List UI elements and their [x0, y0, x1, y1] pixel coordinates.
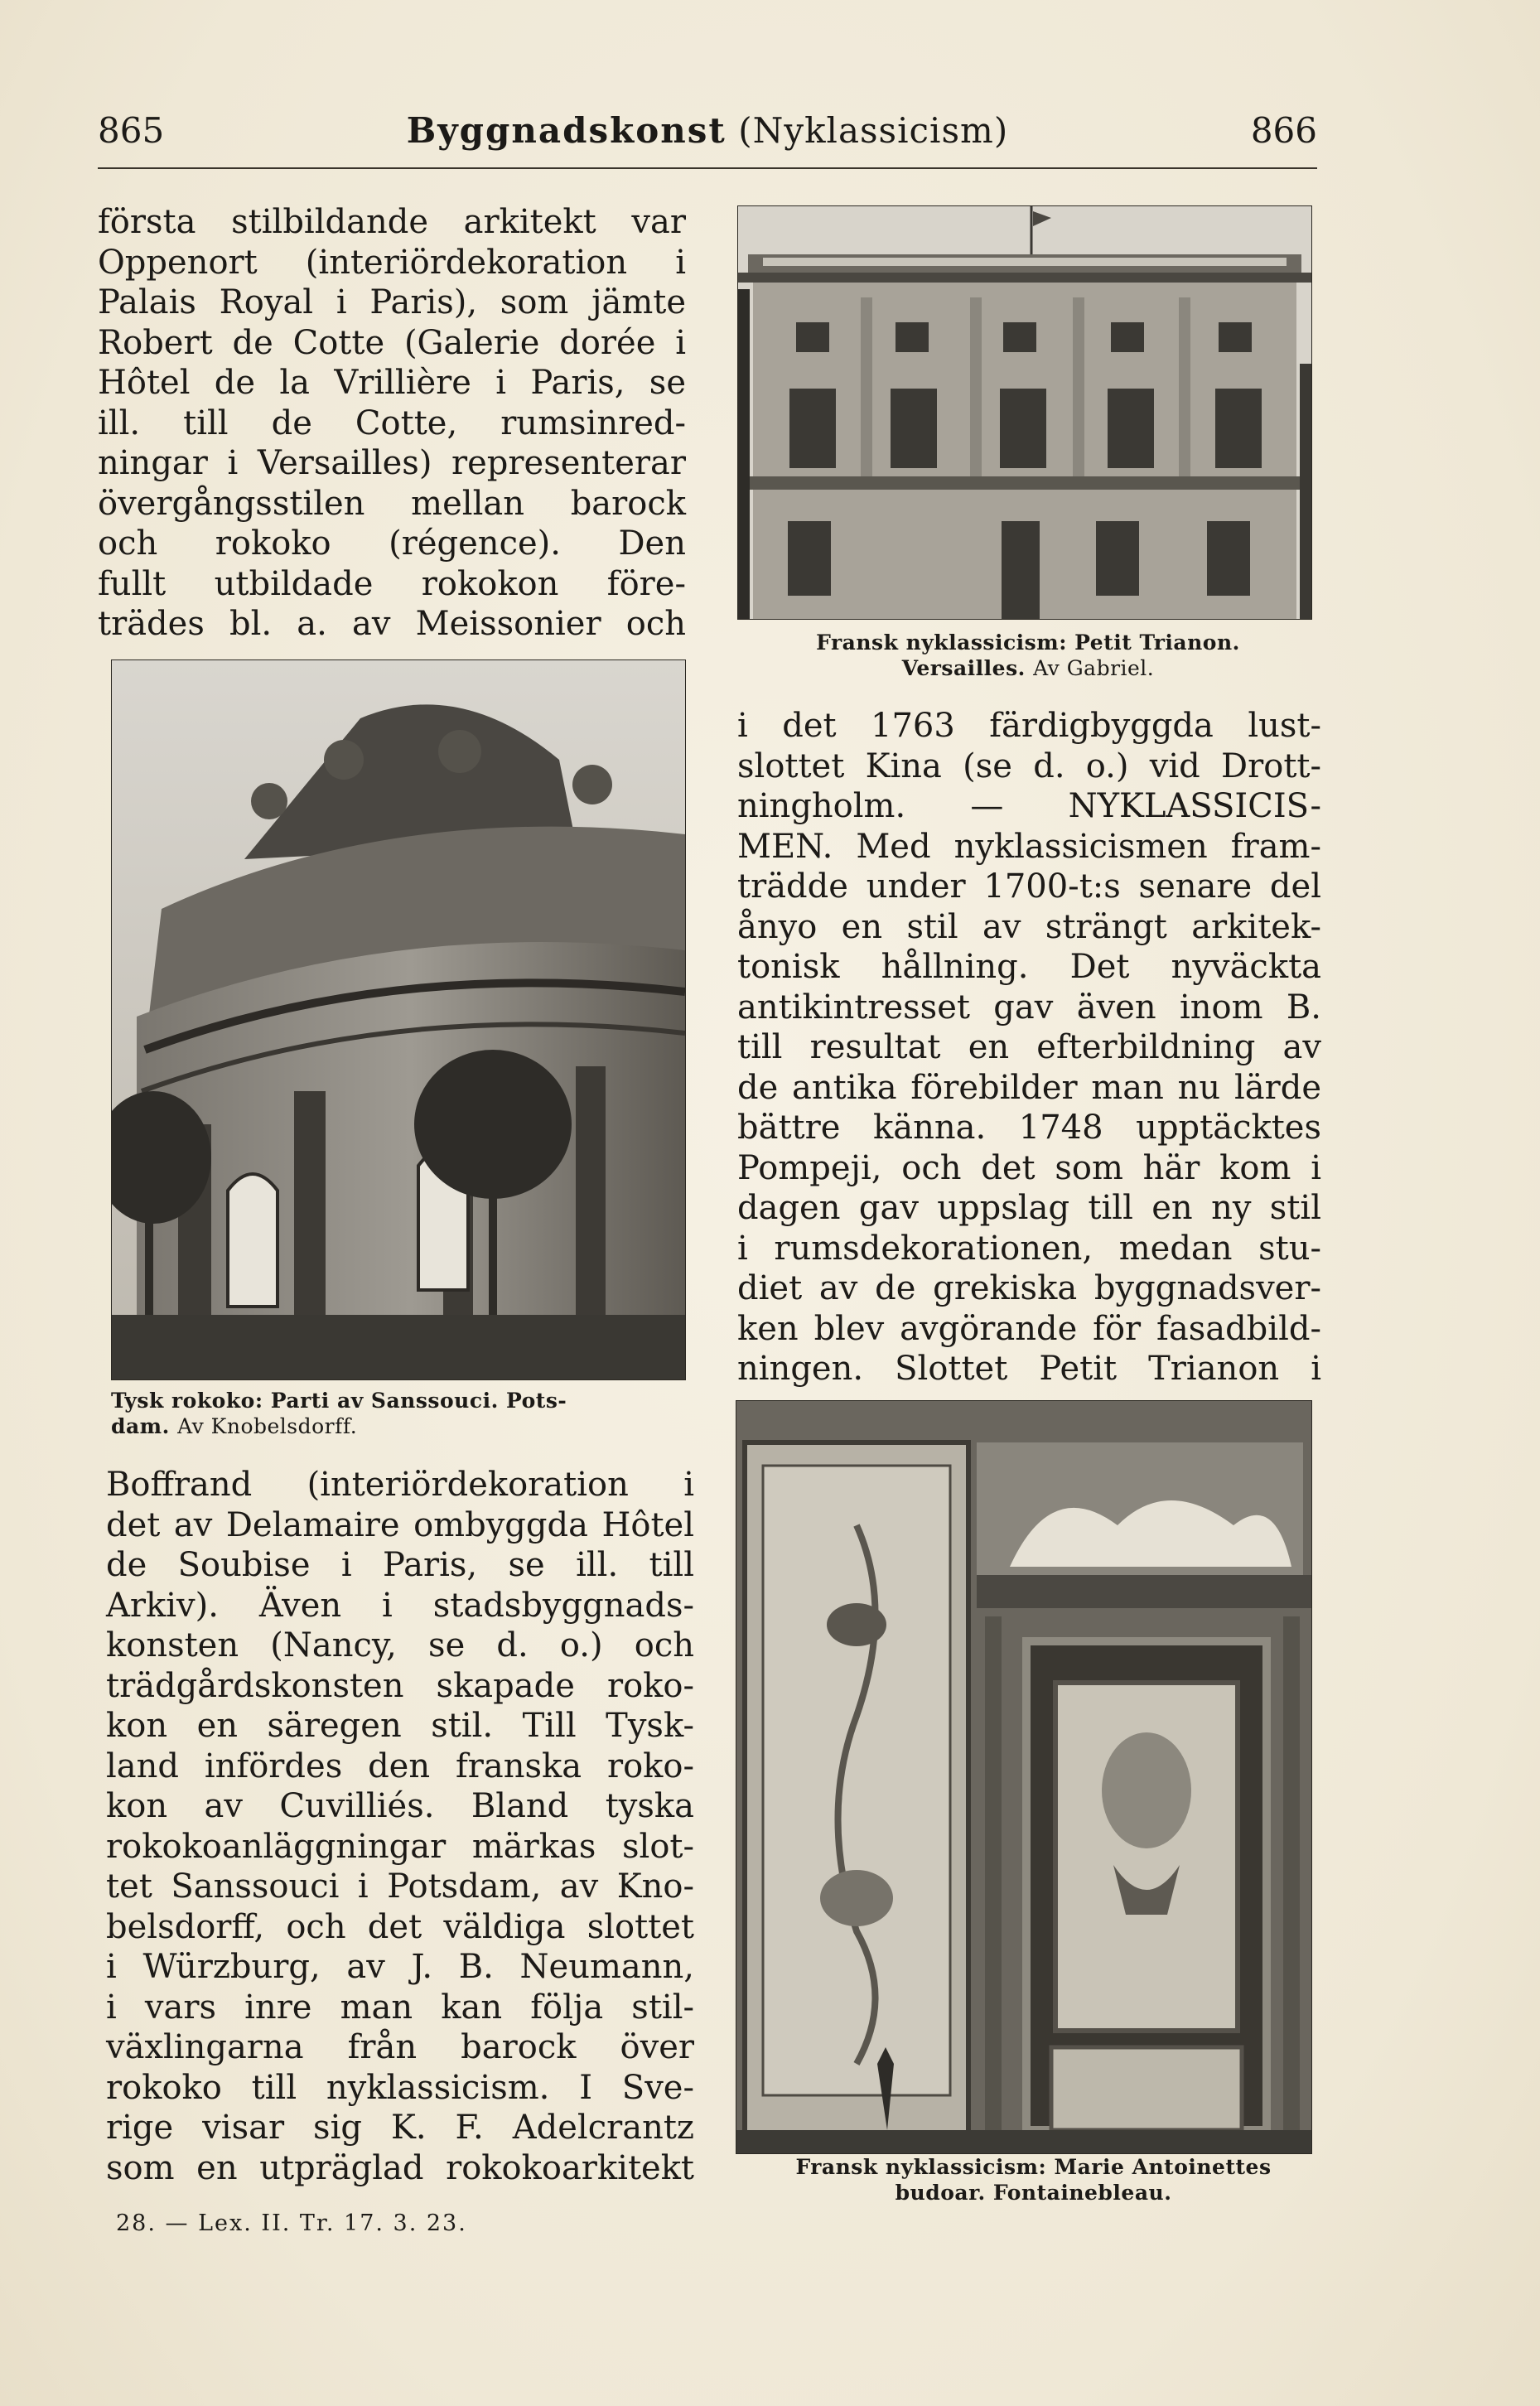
text-line: ningar i Versailles) representerar	[98, 444, 686, 482]
caption-sanssouci	[111, 1388, 691, 1439]
photo-petit-trianon	[737, 205, 1312, 620]
caption-boudoir-line2: budoar. Fontainebleau.	[895, 2181, 1172, 2205]
text-line: övergångsstilen mellan barock	[98, 484, 686, 523]
text-line: dagen gav uppslag till en ny stil	[737, 1189, 1321, 1227]
text-line: konsten (Nancy, se d. o.) och	[106, 1626, 694, 1664]
page-number-right: 866	[1250, 110, 1317, 151]
caption-sanssouci-architect: Av Knobelsdorff.	[177, 1414, 358, 1438]
title-rest: (Nyklassicism)	[738, 110, 1009, 151]
text-line: de antika förebilder man nu lärde	[737, 1068, 1321, 1107]
text-line: Pompeji, och det som här kom i	[737, 1148, 1321, 1187]
text-line: tet Sanssouci i Potsdam, av Kno-	[106, 1867, 694, 1906]
photo-boudoir	[736, 1400, 1312, 2154]
text-line: Palais Royal i Paris), som jämte	[98, 283, 686, 321]
caption-trianon-architect: Av Gabriel.	[1033, 656, 1155, 680]
text-line: Robert de Cotte (Galerie dorée i	[98, 323, 686, 362]
column1-top-text	[98, 202, 686, 645]
caption-boudoir	[737, 2154, 1330, 2206]
running-header	[98, 106, 1317, 156]
caption-sanssouci-line1: Tysk rokoko: Parti av Sanssouci. Pots-	[111, 1389, 567, 1413]
text-line: kon en säregen stil. Till Tysk-	[106, 1707, 694, 1745]
text-line: MEN. Med nyklassicismen fram-	[737, 827, 1321, 866]
caption-boudoir-line1: Fransk nyklassicism: Marie Antoinettes	[795, 2155, 1272, 2179]
text-line: Hôtel de la Vrillière i Paris, se	[98, 364, 686, 402]
footer-print-note: 28. — Lex. II. Tr. 17. 3. 23.	[116, 2210, 467, 2236]
text-line: som en utpräglad rokokoarkitekt	[106, 2148, 694, 2187]
caption-trianon-line1: Fransk nyklassicism: Petit Trianon.	[816, 630, 1240, 655]
text-line: land infördes den franska roko-	[106, 1747, 694, 1785]
text-line: det av Delamaire ombyggda Hôtel	[106, 1505, 694, 1544]
text-line: Oppenort (interiördekoration i	[98, 243, 686, 282]
text-line: antikintresset gav även inom B.	[737, 988, 1321, 1027]
caption-sanssouci-place: dam.	[111, 1414, 170, 1438]
photo-sanssouci	[111, 659, 686, 1380]
text-line: och rokoko (régence). Den	[98, 524, 686, 563]
page-number-left: 865	[98, 110, 165, 151]
text-line: bättre känna. 1748 upptäcktes	[737, 1109, 1321, 1147]
text-line: Arkiv). Även i stadsbyggnads-	[106, 1586, 694, 1625]
column2-text	[737, 706, 1321, 1389]
text-line: belsdorff, och det väldiga slottet	[106, 1907, 694, 1946]
text-line: i vars inre man kan följa stil-	[106, 1988, 694, 2027]
text-line: trädde under 1700-t:s senare del	[737, 867, 1321, 906]
text-line: trädgårdskonsten skapade roko-	[106, 1666, 694, 1705]
text-line: i det 1763 färdigbyggda lust-	[737, 707, 1321, 745]
text-line: ill. till de Cotte, rumsinred-	[98, 403, 686, 442]
text-line: rige visar sig K. F. Adelcrantz	[106, 2109, 694, 2147]
text-line: rokoko till nyklassicism. I Sve-	[106, 2068, 694, 2107]
text-line: fullt utbildade rokokon före-	[98, 564, 686, 603]
text-line: ken blev avgörande för fasadbild-	[737, 1309, 1321, 1348]
text-line: diet av de grekiska byggnadsver-	[737, 1269, 1321, 1307]
text-line: till resultat en efterbildning av	[737, 1028, 1321, 1066]
text-line: rokokoanläggningar märkas slot-	[106, 1827, 694, 1866]
text-line: ånyo en stil av strängt arkitek-	[737, 907, 1321, 946]
text-line: de Soubise i Paris, se ill. till	[106, 1546, 694, 1584]
title-bold: Byggnadskonst	[406, 110, 727, 151]
text-line: trädes bl. a. av Meissonier och	[98, 605, 686, 643]
header-rule	[98, 167, 1317, 169]
text-line: första stilbildande arkitekt var	[98, 203, 686, 241]
text-line: tonisk hållning. Det nyväckta	[737, 948, 1321, 986]
caption-petit-trianon	[742, 630, 1314, 681]
text-line: kon av Cuvilliés. Bland tyska	[106, 1787, 694, 1825]
text-line: ningen. Slottet Petit Trianon i	[737, 1350, 1321, 1388]
text-line: i Würzburg, av J. B. Neumann,	[106, 1948, 694, 1986]
text-line: slottet Kina (se d. o.) vid Drott-	[737, 746, 1321, 785]
running-title	[98, 106, 1317, 156]
text-line: ningholm. — NYKLASSICIS-	[737, 787, 1321, 825]
text-line: Boffrand (interiördekoration i	[106, 1466, 694, 1504]
caption-trianon-line2	[742, 655, 1314, 681]
caption-trianon-place: Versailles.	[901, 656, 1026, 680]
caption-sanssouci-line2	[111, 1413, 691, 1439]
column1-bottom-text	[106, 1465, 694, 2188]
text-line: växlingarna från barock över	[106, 2028, 694, 2066]
text-line: i rumsdekorationen, medan stu-	[737, 1229, 1321, 1268]
